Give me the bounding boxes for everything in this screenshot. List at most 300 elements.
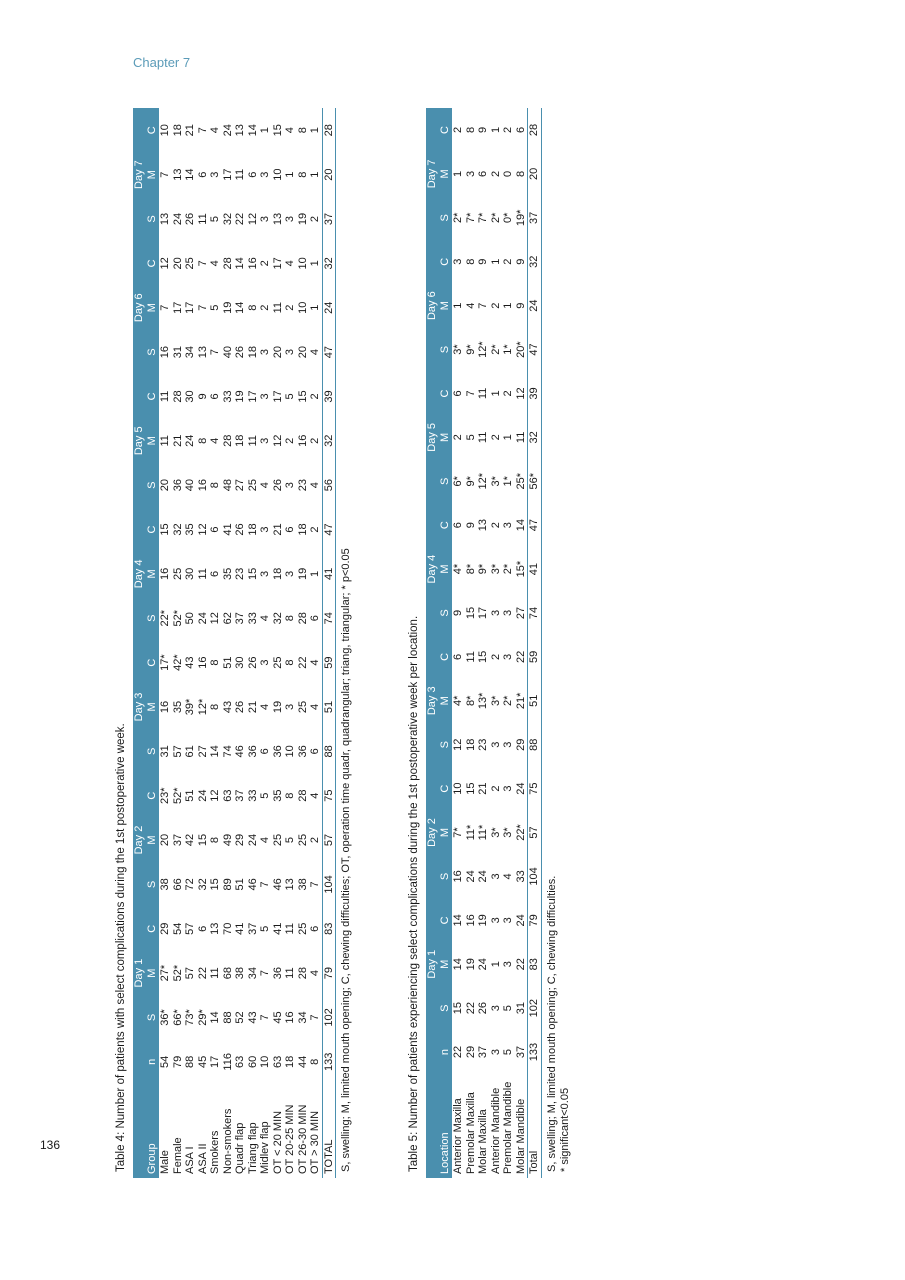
table5-column-header: S: [439, 214, 451, 222]
table-cell: 10: [159, 124, 171, 137]
table-cell: 18: [246, 523, 259, 536]
table-cell: 28: [221, 257, 234, 270]
table-cell: 6: [246, 171, 259, 178]
table-cell: 3: [502, 741, 514, 748]
table-cell: 23: [296, 479, 309, 492]
table5-footnote: S, swelling; M, limited mouth opening; C, chewing difficulties.: [545, 875, 558, 1172]
table-cell: 26: [246, 656, 259, 669]
table-cell: 4: [259, 836, 271, 844]
table-cell: 24: [514, 914, 527, 927]
table-cell: 9: [477, 126, 489, 134]
table-cell: 11: [159, 390, 171, 403]
table-cell: 1: [284, 171, 296, 178]
table-cell: 32: [322, 241, 336, 285]
table-cell: 11*: [477, 824, 489, 841]
table-cell: 8*: [464, 695, 477, 706]
table-cell: 9*: [464, 344, 477, 355]
table-cell: 7: [196, 260, 209, 267]
table-cell: 10: [284, 745, 296, 758]
table-cell: 25*: [514, 473, 527, 490]
table-cell: 21: [271, 523, 284, 536]
table-cell: 1: [309, 260, 321, 267]
table-cell: 72: [184, 878, 196, 891]
table-cell: 70: [221, 922, 234, 935]
table-cell: 17: [246, 390, 259, 403]
table-cell: 39: [528, 372, 542, 416]
table-cell: 79: [528, 898, 542, 942]
table-cell: 25: [246, 479, 259, 492]
table5-column-header: M: [439, 169, 451, 179]
table-cell: 15: [452, 1002, 464, 1015]
table-cell: 17: [271, 257, 284, 270]
table-cell: 6: [196, 171, 209, 178]
table5-day-header: Day 7: [426, 159, 438, 189]
table-cell: 14: [184, 168, 196, 181]
table-row: [465, 108, 478, 1178]
table4-column-header: C: [146, 924, 158, 933]
table-cell: 15: [159, 523, 171, 536]
table-cell: 24: [246, 833, 259, 847]
table-cell: 22*: [159, 609, 171, 627]
table-row: [184, 108, 197, 1178]
table-cell: 32: [171, 523, 184, 536]
table-cell: 37: [234, 612, 246, 625]
table4-footnote: S, swelling; M, limited mouth opening; C, chewing difficulties; OT, operation time quadr, quadrangular; triang, triangular; * p<0.05: [340, 548, 352, 1172]
table-cell: 16: [464, 914, 477, 927]
table-cell: 22: [514, 650, 527, 664]
table-cell: 56: [322, 463, 336, 507]
table-cell: 4: [309, 703, 321, 711]
table-cell: 23: [477, 738, 489, 751]
table-cell: 74: [221, 745, 234, 758]
table-cell: 43: [184, 656, 196, 669]
table4-column-header: M: [146, 702, 158, 712]
table-cell: 36: [296, 745, 309, 758]
table-cell: 26: [477, 1002, 489, 1015]
table5-column-header: Location: [439, 1132, 451, 1174]
table-cell: 5: [502, 1005, 514, 1012]
table-cell: 7*: [464, 212, 477, 224]
table-cell: 42*: [171, 654, 184, 671]
table-cell: 42: [184, 833, 196, 847]
table-cell: 1: [489, 258, 502, 265]
table-cell: 19: [221, 301, 234, 314]
table-cell: 38: [296, 878, 309, 891]
table-cell: 8: [284, 792, 296, 799]
table-cell: 24: [184, 434, 196, 447]
table-cell: 14: [209, 1011, 221, 1024]
table-cell: 20: [159, 479, 171, 492]
table-cell: 3: [452, 258, 464, 265]
table-cell: 2: [489, 785, 502, 792]
table-cell: 24: [477, 958, 489, 971]
table-cell: 29: [514, 738, 527, 751]
table-cell: 16: [196, 479, 209, 492]
table-cell: 36: [271, 745, 284, 758]
table-cell: 17*: [159, 654, 171, 671]
table-cell: 27: [196, 745, 209, 758]
table-cell: 13: [171, 168, 184, 181]
row-label: OT 26-30 MIN: [296, 1104, 309, 1174]
table-cell: 89: [221, 878, 234, 891]
table-cell: 51: [221, 656, 234, 669]
table-cell: 25: [296, 922, 309, 935]
table-cell: 13: [271, 212, 284, 226]
table-cell: 3*: [489, 476, 502, 487]
table-cell: 3: [259, 526, 271, 533]
table-cell: 11*: [464, 824, 477, 841]
table-cell: 6: [452, 522, 464, 529]
table-cell: 73*: [184, 1009, 196, 1026]
table-cell: 15*: [514, 560, 527, 578]
table-cell: 25: [271, 833, 284, 847]
table-cell: 14: [452, 958, 464, 971]
table-cell: 6: [309, 615, 321, 622]
table-cell: 4: [309, 659, 321, 666]
table5-column-header: S: [439, 345, 451, 354]
table-cell: 20: [296, 345, 309, 359]
table-cell: 13: [196, 345, 209, 359]
table4-column-header: S: [146, 348, 158, 356]
table-cell: 3: [284, 215, 296, 223]
table-cell: 10: [296, 301, 309, 314]
table-cell: 3: [284, 570, 296, 577]
table-cell: 1: [452, 302, 464, 309]
table-cell: 22: [464, 1002, 477, 1015]
table-cell: 79: [171, 1055, 184, 1068]
table-cell: 16: [246, 257, 259, 270]
table5-column-header: C: [439, 916, 451, 925]
table-cell: 8: [309, 1058, 321, 1065]
table-cell: 11: [477, 431, 489, 444]
table-cell: 4: [309, 970, 321, 977]
table-cell: 7: [309, 1014, 321, 1021]
table-cell: 33: [221, 390, 234, 403]
table-cell: 17: [171, 301, 184, 314]
table-cell: 31: [159, 745, 171, 758]
table-cell: 3: [489, 873, 502, 880]
table5-footnote-significance: * significant<0.05: [558, 1087, 571, 1172]
table-cell: 74: [528, 591, 542, 635]
table-cell: 24: [514, 782, 527, 795]
table-cell: 3: [259, 349, 271, 356]
table-cell: 7*: [452, 827, 464, 838]
table-cell: 14: [452, 914, 464, 927]
table-cell: 4: [464, 302, 477, 309]
table-cell: 44: [296, 1055, 309, 1068]
table-cell: 8*: [464, 563, 477, 575]
table-cell: 4*: [452, 695, 464, 706]
table-cell: 9: [477, 258, 489, 265]
table-cell: 116: [221, 1053, 234, 1071]
table-cell: 16: [284, 1011, 296, 1024]
table-cell: 12: [246, 212, 259, 226]
table-cell: 34: [246, 966, 259, 980]
table4-caption: Table 4: Number of patients with select complications during the 1st postoperative week.: [115, 723, 127, 1172]
table-row: [172, 108, 185, 1178]
table-cell: 75: [528, 767, 542, 811]
table-cell: 21: [184, 124, 196, 137]
table4-column-header: S: [146, 481, 158, 489]
table4-column-header: C: [146, 658, 158, 667]
table-cell: 6: [514, 126, 527, 134]
table-cell: 133: [322, 1040, 336, 1084]
table-cell: 25: [271, 656, 284, 669]
table4-column-header: C: [146, 791, 158, 800]
table-cell: 7*: [477, 212, 489, 224]
row-label: TOTAL: [322, 1084, 336, 1178]
table-cell: 11: [477, 387, 489, 400]
table-cell: 39: [322, 374, 336, 418]
table-cell: 3*: [489, 827, 502, 838]
table-cell: 13: [234, 124, 246, 137]
table-cell: 3: [464, 170, 477, 177]
table-cell: 7: [477, 302, 489, 309]
table-cell: 21: [171, 434, 184, 447]
table-cell: 16: [196, 656, 209, 669]
table-cell: 11: [159, 435, 171, 447]
table-cell: 28: [528, 108, 542, 152]
table-cell: 0*: [502, 212, 514, 224]
table-cell: 2: [489, 522, 502, 529]
table5-column-header: S: [439, 477, 451, 485]
table-cell: 13: [159, 212, 171, 226]
table5-column-header: M: [439, 301, 451, 311]
table-cell: 4: [309, 482, 321, 489]
table-cell: 36: [246, 745, 259, 758]
table-cell: 4: [309, 349, 321, 356]
table-cell: 19: [477, 914, 489, 927]
table-row: [197, 108, 210, 1178]
table-cell: 19: [464, 958, 477, 971]
table-cell: 63: [234, 1055, 246, 1068]
row-label: Premolar Maxilla: [464, 1092, 477, 1174]
table-cell: 1: [489, 390, 502, 397]
table-cell: 45: [196, 1055, 209, 1068]
row-label: ASA II: [196, 1143, 209, 1174]
table-cell: 3: [259, 437, 271, 444]
table-cell: 40: [221, 345, 234, 359]
table-cell: 5: [284, 836, 296, 844]
table-cell: 6: [209, 570, 221, 577]
table-cell: 8: [514, 170, 527, 177]
table-cell: 27: [234, 479, 246, 492]
table-cell: 28: [296, 789, 309, 802]
table-cell: 24: [196, 789, 209, 802]
table-cell: 102: [528, 986, 542, 1030]
table-row: [209, 108, 222, 1178]
table-cell: 4: [209, 127, 221, 134]
table-cell: 24: [196, 612, 209, 625]
table-cell: 3: [284, 349, 296, 356]
table-cell: 11: [196, 568, 209, 580]
table-cell: 12: [159, 257, 171, 270]
table-cell: 102: [322, 995, 336, 1039]
table-cell: 23*: [159, 787, 171, 804]
table-cell: 3: [489, 609, 502, 617]
table-cell: 18: [284, 1055, 296, 1068]
table-cell: 3: [489, 1005, 502, 1012]
table-cell: 4: [284, 260, 296, 267]
table-cell: 15: [246, 567, 259, 580]
table-cell: 2: [309, 437, 321, 444]
table-cell: 0: [502, 170, 514, 177]
table-cell: 8: [209, 659, 221, 666]
table-cell: 30: [184, 567, 196, 580]
table-cell: 34: [296, 1011, 309, 1024]
table-cell: 24: [171, 212, 184, 226]
table-cell: 1*: [502, 344, 514, 355]
table4-column-header: M: [146, 968, 158, 978]
table-cell: 20: [171, 257, 184, 270]
table-cell: 6: [477, 170, 489, 177]
table5-body: [452, 108, 541, 1178]
table-cell: 33: [514, 870, 527, 883]
table-cell: 41: [221, 523, 234, 536]
table4-body: [159, 108, 336, 1178]
table-cell: 15: [271, 124, 284, 137]
table4: [133, 108, 336, 1178]
row-label: Quadr flap: [234, 1122, 246, 1174]
table-cell: 21: [477, 782, 489, 795]
table-cell: 4: [259, 482, 271, 489]
table-row: [297, 108, 310, 1178]
table5-column-header: S: [439, 609, 451, 617]
row-label: Male: [159, 1150, 171, 1174]
table-cell: 16: [159, 567, 171, 580]
table-cell: 6: [452, 390, 464, 397]
table-cell: 17: [271, 390, 284, 403]
table-cell: 24: [528, 284, 542, 328]
table-cell: 8: [196, 437, 209, 444]
table-cell: 3*: [502, 827, 514, 838]
table-cell: 16: [159, 345, 171, 359]
table-cell: 36: [171, 479, 184, 492]
row-label: Molar Mandible: [514, 1098, 527, 1174]
table5-day-header-row: [426, 108, 439, 1178]
table-cell: 6: [209, 526, 221, 533]
table5: [426, 108, 542, 1178]
table-cell: 18: [234, 434, 246, 447]
table-cell: 2: [309, 526, 321, 533]
table-cell: 26: [271, 479, 284, 492]
table-cell: 50: [184, 612, 196, 625]
table5-day-header: Day 1: [426, 949, 438, 979]
table-cell: 6: [259, 748, 271, 755]
table4-day-header: Day 5: [133, 426, 145, 456]
table4-day-header-row: [133, 108, 146, 1178]
table-cell: 59: [528, 635, 542, 679]
row-label: Smokers: [209, 1130, 221, 1174]
table5-column-header: S: [439, 741, 451, 749]
table4-day-header: Day 7: [133, 160, 145, 189]
table-cell: 1: [502, 434, 514, 441]
table-cell: 1*: [502, 476, 514, 487]
table5-column-header-row: [439, 108, 452, 1178]
table-cell: 3: [284, 482, 296, 489]
table-cell: 10: [452, 782, 464, 795]
table-cell: 14: [234, 257, 246, 270]
table-cell: 7: [196, 304, 209, 311]
table5-column-header: M: [439, 564, 451, 574]
table-cell: 4: [502, 873, 514, 880]
table-cell: 30: [184, 390, 196, 403]
table4-column-header: Group: [146, 1143, 158, 1174]
table4-column-header: S: [146, 215, 158, 223]
row-label: Triang flap: [246, 1122, 259, 1174]
table-cell: 12: [196, 523, 209, 536]
table-cell: 11: [514, 431, 527, 444]
table-cell: 5: [259, 792, 271, 799]
table-cell: 2*: [452, 212, 464, 224]
table-cell: 35: [271, 789, 284, 802]
table-cell: 6: [284, 526, 296, 533]
table-cell: 2: [489, 302, 502, 309]
table-cell: 57: [171, 745, 184, 758]
table-cell: 3: [502, 917, 514, 924]
table-cell: 3: [259, 570, 271, 577]
table-cell: 88: [184, 1055, 196, 1068]
table-row: [477, 108, 490, 1178]
table-cell: 1: [452, 170, 464, 177]
table-cell: 14: [514, 519, 527, 532]
table4-column-header: M: [146, 835, 158, 845]
table-cell: 38: [159, 878, 171, 891]
table-cell: 12: [209, 612, 221, 625]
table-cell: 8: [246, 304, 259, 311]
table4-column-header: M: [146, 436, 158, 446]
table-cell: 9: [452, 609, 464, 617]
table-cell: 59: [322, 640, 336, 684]
table-cell: 20: [159, 833, 171, 847]
row-label: Female: [171, 1137, 184, 1174]
table-cell: 28: [296, 966, 309, 980]
table-cell: 15: [464, 606, 477, 620]
table-cell: 19: [271, 700, 284, 714]
table-cell: 10: [296, 257, 309, 270]
table4-column-header: S: [146, 1013, 158, 1022]
table-cell: 8: [284, 615, 296, 622]
table-cell: 20: [528, 152, 542, 196]
table-cell: 13: [477, 519, 489, 532]
table-cell: 4: [259, 703, 271, 711]
table-cell: 4: [284, 127, 296, 134]
table-cell: 18: [171, 124, 184, 137]
table5-column-header: M: [439, 827, 451, 838]
table-row: [502, 108, 515, 1178]
table-cell: 11: [464, 651, 477, 663]
table-cell: 41: [528, 547, 542, 591]
table-cell: 20: [322, 152, 336, 196]
row-label: Midlev flap: [259, 1121, 271, 1174]
table-cell: 37: [514, 1045, 527, 1059]
table-cell: 61: [184, 745, 196, 758]
table-cell: 26: [184, 212, 196, 226]
table-cell: 29: [234, 833, 246, 847]
table4-column-header: C: [146, 525, 158, 534]
table-cell: 33: [246, 612, 259, 625]
table-cell: 7: [309, 881, 321, 888]
table4-column-header: C: [146, 392, 158, 401]
table-cell: 18: [271, 567, 284, 580]
table-cell: 68: [221, 966, 234, 980]
table-cell: 52: [234, 1011, 246, 1024]
table-cell: 6: [196, 925, 209, 932]
table-cell: 13: [209, 922, 221, 935]
table-cell: 11: [284, 923, 296, 935]
table-cell: 6: [452, 653, 464, 660]
table-cell: 12*: [477, 473, 489, 490]
